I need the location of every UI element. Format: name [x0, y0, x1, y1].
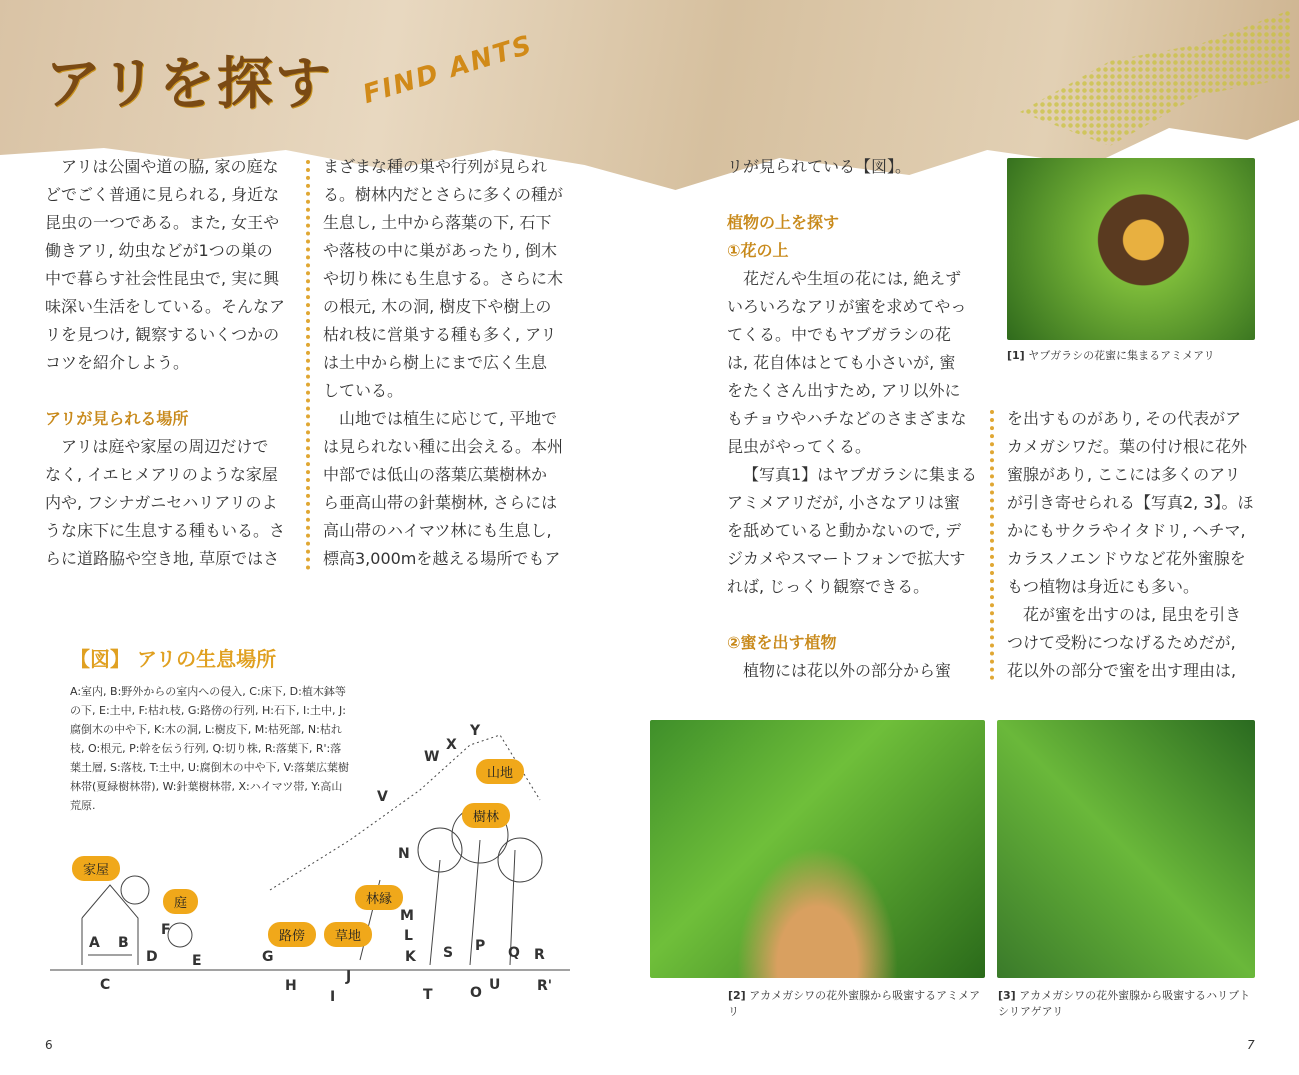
text-line: の根元, 木の洞, 樹皮下や樹上の — [323, 297, 552, 316]
habitat-letter-marker: U — [489, 977, 501, 993]
page-number-right: 7 — [1247, 1038, 1255, 1052]
text-line: もつ植物は身近にも多い。 — [1007, 577, 1200, 596]
text-line: 内や, フシナガニセハリアリのよ — [45, 493, 278, 512]
habitat-letter-marker: H — [285, 978, 297, 994]
text-line: 高山帯のハイマツ林にも生息し, — [323, 521, 552, 540]
habitat-letter-marker: I — [330, 989, 336, 1005]
text-line: なく, イエヒメアリのような家屋 — [45, 465, 278, 484]
habitat-letter-marker: A — [89, 935, 100, 951]
figure-legend: A:室内, B:野外からの室内への侵入, C:床下, D:植木鉢等の下, E:土中, F:枯れ枝, G:路傍の行列, H:石下, I:土中, J:腐倒木の中や下, K:木の洞, L:樹皮下, M:枯死部, N:枯れ枝, O:根元, P:幹を伝う行列, Q:切り株, R:落葉下, R':落葉土層, S:落枝, T:土中, U:腐倒木の中や下, V:落葉広葉樹林帯(夏緑樹林帯), W:針葉樹林帯, X:ハイマツ帯, Y:高山荒原. — [70, 685, 349, 812]
habitat-letter-marker: C — [100, 977, 111, 993]
habitat-letter-marker: S — [443, 945, 454, 961]
photo-1-caption: [1] ヤブガラシの花蜜に集まるアミメアリ — [1007, 349, 1215, 362]
text-line: アリは公園や道の脇, 家の庭な — [61, 157, 279, 176]
text-line: 蜜腺があり, ここには多くのアリ — [1007, 465, 1241, 484]
habitat-zone-label: 林縁 — [355, 885, 403, 910]
text-line: 花が蜜を出すのは, 昆虫を引き — [1023, 605, 1242, 624]
page-title: アリを探す — [45, 52, 333, 117]
habitat-letter-marker: M — [400, 908, 414, 924]
text-line: 山地では植生に応じて, 平地で — [339, 409, 558, 428]
habitat-letter-marker: O — [470, 985, 482, 1001]
section-heading: ①花の上 — [727, 241, 789, 260]
text-line: 働きアリ, 幼虫などが1つの巣の — [45, 241, 273, 260]
habitat-zone-label: 路傍 — [268, 922, 316, 947]
text-line: いろいろなアリが蜜を求めてやっ — [727, 297, 967, 316]
habitat-letter-marker: Y — [470, 723, 481, 739]
text-line: カラスノエンドウなど花外蜜腺を — [1007, 549, 1246, 568]
habitat-zone-label: 家屋 — [72, 856, 120, 881]
habitat-letter-marker: R' — [537, 978, 553, 994]
text-line: る。樹林内だとさらに多くの種が — [323, 185, 564, 204]
habitat-letter-marker: Q — [508, 945, 520, 961]
text-line: つけて受粉につなげるためだが, — [1007, 633, 1236, 652]
habitat-letter-marker: G — [262, 949, 274, 965]
text-line: を出すものがあり, その代表がア — [1007, 409, 1242, 428]
photo-3-caption: [3] アカメガシワの花外蜜腺から吸蜜するハリブトシリアゲアリ — [998, 989, 1251, 1018]
habitat-letter-marker: T — [423, 987, 433, 1003]
text-line: らに道路脇や空き地, 草原ではさ — [45, 549, 280, 568]
photo-2-caption: [2] アカメガシワの花外蜜腺から吸蜜するアミメアリ — [728, 989, 981, 1018]
habitat-letter-marker: F — [161, 922, 171, 938]
text-line: している。 — [323, 381, 404, 400]
figure-title: 【図】 アリの生息場所 — [70, 647, 277, 671]
text-line: カメガシワだ。葉の付け根に花外 — [1007, 437, 1248, 456]
text-line: 枯れ枝に営巣する種も多く, アリ — [323, 325, 557, 344]
text-line: は土中から樹上にまで広く生息 — [323, 353, 548, 372]
text-line: ジカメやスマートフォンで拡大す — [727, 549, 966, 568]
text-line: 花だんや生垣の花には, 絶えず — [743, 269, 962, 288]
habitat-zone-label: 山地 — [476, 759, 524, 784]
habitat-letter-marker: R — [534, 947, 545, 963]
habitat-letter-marker: K — [405, 949, 416, 965]
habitat-letter-marker: V — [377, 789, 388, 805]
text-line: を舐めていると動かないので, デ — [727, 521, 962, 540]
text-line: うな床下に生息する種もいる。さ — [45, 521, 286, 540]
text-line: コツを紹介しよう。 — [45, 353, 190, 372]
text-line: アミメアリだが, 小さなアリは蜜 — [727, 493, 960, 512]
text-line: 【写真1】はヤブガラシに集まる — [743, 465, 978, 484]
text-line: 植物には花以外の部分から蜜 — [743, 661, 952, 680]
section-heading: アリが見られる場所 — [45, 409, 189, 428]
text-line: かにもサクラやイタドリ, ヘチマ, — [1007, 521, 1246, 540]
text-line: や落枝の中に巣があったり, 倒木 — [323, 241, 558, 260]
habitat-letter-marker: L — [404, 928, 413, 944]
text-line: リが見られている【図】。 — [727, 157, 912, 176]
text-line: は, 花自体はとても小さいが, 蜜 — [727, 353, 956, 372]
text-line: もチョウやハチなどのさまざまな — [727, 409, 967, 428]
text-line: が引き寄せられる【写真2, 3】。ほ — [1007, 493, 1254, 512]
habitat-letter-marker: P — [475, 938, 486, 954]
text-line: や切り株にも生息する。さらに木 — [323, 269, 564, 288]
habitat-letter-marker: N — [398, 846, 410, 862]
habitat-zone-label: 樹林 — [462, 803, 510, 828]
text-line: 昆虫の一つである。また, 女王や — [45, 213, 280, 232]
text-line: 中部では低山の落葉広葉樹林か — [323, 465, 548, 484]
text-line: リを見つけ, 観察するいくつかの — [45, 325, 280, 344]
habitat-zone-label: 草地 — [324, 922, 372, 947]
page-subtitle: FIND ANTS — [359, 29, 537, 111]
habitat-letter-marker: J — [346, 969, 352, 985]
habitat-zone-label: 庭 — [163, 889, 198, 914]
habitat-letter-marker: B — [118, 935, 129, 951]
text-line: てくる。中でもヤブガラシの花 — [727, 325, 951, 344]
habitat-letter-marker: E — [192, 953, 202, 969]
text-line: ら亜高山帯の針葉樹林, さらには — [323, 493, 558, 512]
section-heading: ②蜜を出す植物 — [727, 633, 837, 652]
text-line: 生息し, 土中から落葉の下, 石下 — [323, 213, 552, 232]
text-line: アリは庭や家屋の周辺だけで — [61, 437, 269, 456]
text-line: 標高3,000mを越える場所でもア — [323, 549, 561, 568]
habitat-letter-marker: W — [424, 749, 440, 765]
text-line: まざまな種の巣や行列が見られ — [323, 157, 548, 176]
text-line: 味深い生活をしている。そんなア — [45, 297, 286, 316]
text-line: は見られない種に出会える。本州 — [323, 437, 564, 456]
text-line: どでごく普通に見られる, 身近な — [45, 185, 280, 204]
section-heading: 植物の上を探す — [727, 213, 840, 232]
habitat-letter-marker: D — [146, 949, 158, 965]
text-line: れば, じっくり観察できる。 — [727, 577, 930, 596]
text-line: 花以外の部分で蜜を出す理由は, — [1007, 661, 1237, 680]
habitat-letter-marker: X — [446, 737, 457, 753]
text-line: をたくさん出すため, アリ以外に — [727, 381, 961, 400]
page-number-left: 6 — [45, 1038, 53, 1052]
text-line: 昆虫がやってくる。 — [727, 437, 872, 456]
text-line: 中で暮らす社会性昆虫で, 実に興 — [45, 269, 280, 288]
